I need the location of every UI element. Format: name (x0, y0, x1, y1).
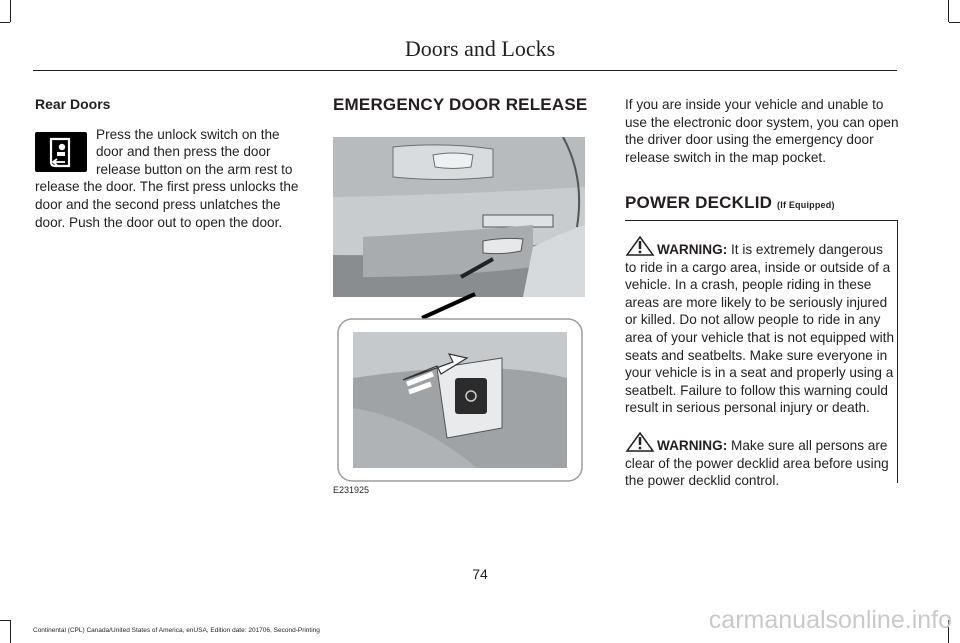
door-panel-illustration (333, 137, 585, 297)
watermark: carmanualsonline.info (708, 606, 952, 634)
footer-edition: Continental (CPL) Canada/United States of America, enUSA, Edition date: 201706, Second-Printing (33, 627, 320, 634)
page-number: 74 (472, 566, 488, 582)
warning-icon (625, 431, 655, 453)
crop-mark (10, 620, 11, 643)
header-divider (33, 70, 897, 71)
warning-icon (625, 235, 655, 257)
right-column (625, 96, 899, 215)
crop-mark (10, 0, 11, 22)
release-switch-inset (337, 318, 583, 482)
crop-mark (949, 22, 960, 23)
power-decklid-title: POWER DECKLID (625, 193, 773, 213)
emergency-release-heading: EMERGENCY DOOR RELEASE (333, 95, 588, 114)
image-code: E231925 (333, 485, 370, 495)
crop-mark (0, 620, 10, 621)
rear-doors-heading: Rear Doors (35, 96, 111, 112)
page-title: Doors and Locks (404, 36, 556, 61)
crop-mark (948, 0, 949, 22)
left-column (35, 96, 305, 231)
power-decklid-heading (625, 194, 899, 215)
power-decklid-suffix: (If Equipped) (777, 200, 835, 211)
warning-cargo: WARNING: It is extremely dangerous to ride in a cargo area, inside or outside of a vehicle. In a crash, people riding in these areas are more likely to be seriously injured or killed. Do not allow people to ride in any area of your vehicle that is not equipped with seats and seatbelts. Make sure everyone in your vehicle is in a seat and properly using a seatbelt. Failure to follow this warning could result in serious personal injury or death. (625, 235, 897, 417)
warning-decklid: WARNING: Make sure all persons are clear of the power decklid area before using the power decklid control. (625, 431, 897, 490)
door-unlock-icon (35, 132, 87, 172)
rear-doors-body: Press the unlock switch on the door and then press the door release button on the arm rest to release the door. The first press unlocks the door and the second press unlatches the door. Push the door out to open the door. (35, 126, 299, 230)
crop-mark (0, 22, 10, 23)
emergency-release-body: If you are inside your vehicle and unable to use the electronic door system, you can open the driver door using the emergency door release switch in the map pocket. (625, 97, 899, 165)
middle-column (333, 96, 588, 114)
warning-box (625, 220, 898, 489)
